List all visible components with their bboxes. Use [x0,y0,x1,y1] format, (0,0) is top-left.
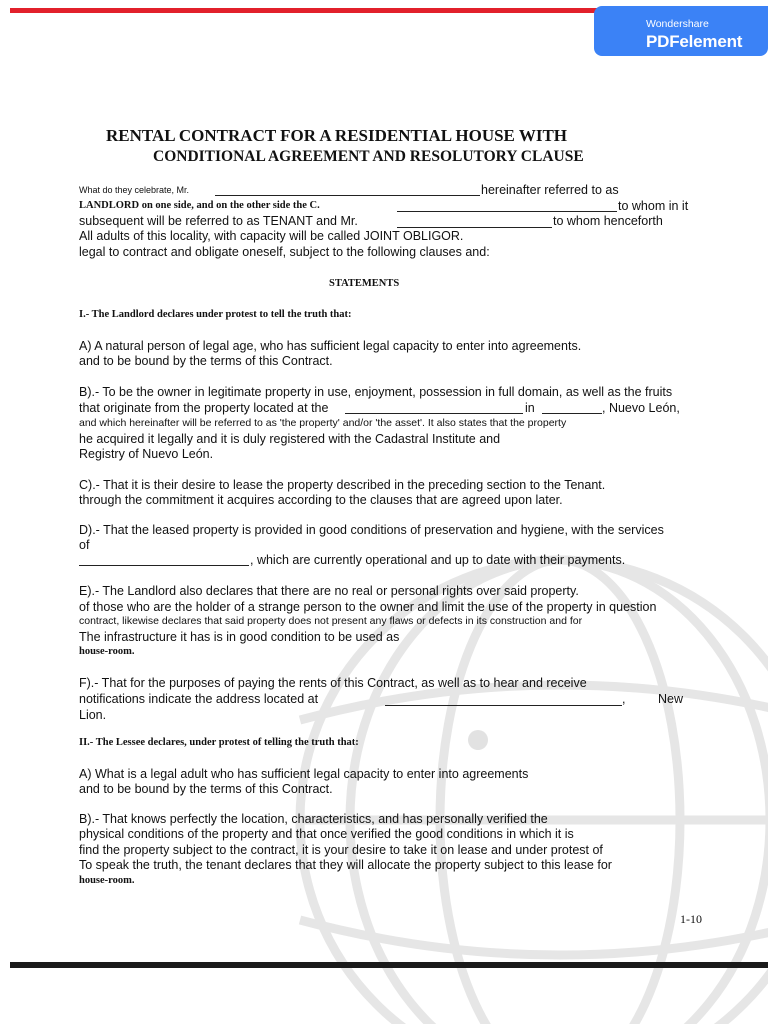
title-line1: RENTAL CONTRACT FOR A RESIDENTIAL HOUSE WITH [106,126,568,145]
lessee-b-line2: physical conditions of the property and that once verified the good conditions in which it is [79,827,574,841]
intro-line5: legal to contract and obligate oneself, subject to the following clauses and: [79,245,490,259]
landlord-f-line2-start: notifications indicate the address located at [79,692,319,706]
landlord-e-line3: contract, likewise declares that said property does not present any flaws or defects in its construction and for [79,615,583,627]
lessee-a-line1: A) What is a legal adult who has sufficient legal capacity to enter into agreements [79,767,529,781]
lessee-heading: II.- The Lessee declares, under protest of telling the truth that: [79,737,359,748]
landlord-name-blank[interactable] [215,195,480,196]
intro-line4: All adults of this locality, with capacity will be called JOINT OBLIGOR. [79,229,464,243]
landlord-d-line2: of [79,538,90,552]
landlord-d-line1: D).- That the leased property is provided in good conditions of preservation and hygiene, with the services [79,523,664,537]
landlord-f-line2-comma: , [622,692,626,706]
intro-line1-start: What do they celebrate, Mr. [79,185,190,195]
brand-line1: Wondershare [646,18,709,30]
landlord-b-line2-end: , Nuevo León, [602,401,680,415]
bottom-dark-bar [10,962,768,968]
landlord-f-line2-end: New [658,692,684,706]
property-address-blank[interactable] [345,413,523,414]
lessee-b-line3: find the property subject to the contract, it is your desire to take it on lease and under protest of [79,843,603,857]
landlord-e-line1: E).- The Landlord also declares that there are no real or personal rights over said property. [79,584,579,598]
landlord-f-line3: Lion. [79,708,107,722]
statements-heading: STATEMENTS [329,278,400,289]
landlord-f-line1: F).- That for the purposes of paying the rents of this Contract, as well as to hear and receive [79,676,587,690]
lessee-b-line4: To speak the truth, the tenant declares that they will allocate the property subject to this lease for [79,858,612,872]
landlord-e-line4: The infrastructure it has is in good condition to be used as [79,630,400,644]
brand-line2: PDFelement [646,32,743,51]
landlord-a-line2: and to be bound by the terms of this Contract. [79,354,333,368]
pdfelement-badge[interactable] [594,6,768,56]
landlord-a-line1: A) A natural person of legal age, who has sufficient legal capacity to enter into agreements. [79,339,582,353]
landlord-heading: I.- The Landlord declares under protest to tell the truth that: [79,309,352,320]
landlord-b-line2-start: that originate from the property located at the [79,401,329,415]
landlord-b-line3: and which hereinafter will be referred to as 'the property' and/or 'the asset'. It also states that the property [79,417,567,429]
intro-line2-start: LANDLORD on one side, and on the other side the C. [79,200,320,211]
property-locality-blank[interactable] [542,413,602,414]
title-line2: CONDITIONAL AGREEMENT AND RESOLUTORY CLAUSE [153,148,584,165]
services-blank[interactable] [79,565,249,566]
landlord-b-line2-in: in [525,401,535,415]
lessee-b-line5: house-room. [79,875,135,886]
landlord-b-line4: he acquired it legally and it is duly registered with the Cadastral Institute and [79,432,501,446]
intro-line3-start: subsequent will be referred to as TENANT and Mr. [79,214,358,228]
lessee-a-line2: and to be bound by the terms of this Contract. [79,782,333,796]
landlord-c-line1: C).- That it is their desire to lease the property described in the preceding section to the Tenant. [79,478,606,492]
intro-line2-end: to whom in it [618,199,689,213]
intro-line3-end: to whom henceforth [553,214,663,228]
landlord-e-line5: house-room. [79,646,135,657]
landlord-b-line1: B).- To be the owner in legitimate property in use, enjoyment, possession in full domain, as well as the fruits [79,385,673,399]
intro-line1-end: hereinafter referred to as [481,183,619,197]
landlord-b-line5: Registry of Nuevo León. [79,447,214,461]
landlord-d-line3: , which are currently operational and up to date with their payments. [250,553,626,567]
lessee-b-line1: B).- That knows perfectly the location, characteristics, and has personally verified the [79,812,548,826]
notification-address-blank[interactable] [385,705,622,706]
page-number: 1-10 [680,912,702,926]
tenant-name-blank[interactable] [397,211,617,212]
obligor-name-blank[interactable] [397,227,552,228]
landlord-c-line2: through the commitment it acquires according to the clauses that are agreed upon later. [79,493,563,507]
landlord-e-line2: of those who are the holder of a strange person to the owner and limit the use of the property in question [79,600,657,614]
